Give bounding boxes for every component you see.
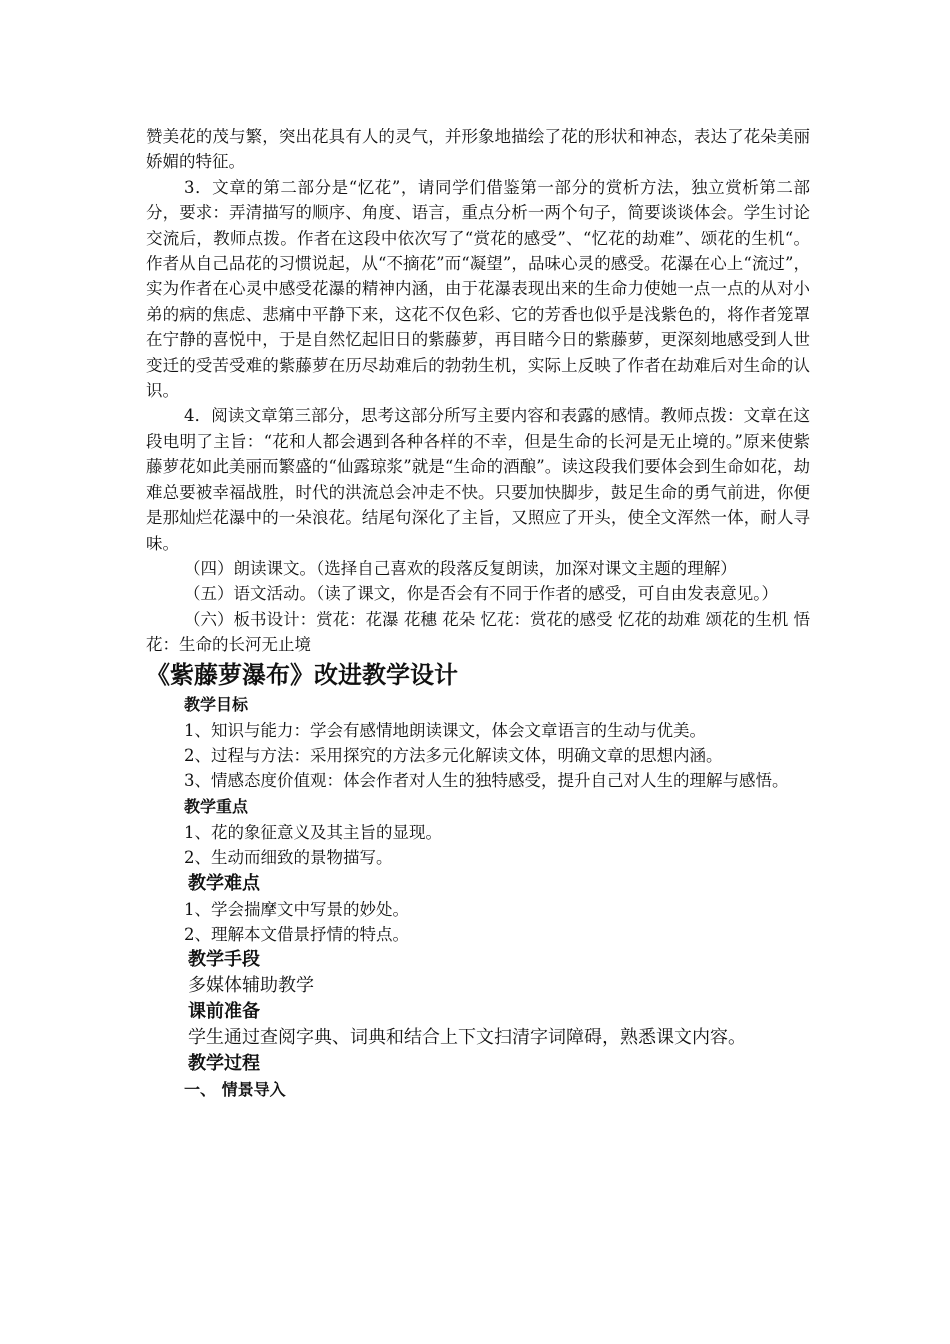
section-heading-prep: 课前准备 xyxy=(188,1001,260,1023)
paragraph: （四）朗读课文。（选择自己喜欢的段落反复朗读，加深对课文主题的理解） xyxy=(184,558,737,578)
paragraph: （五）语文活动。（读了课文，你是否会有不同于作者的感受，可自由发表意见。） xyxy=(184,584,778,604)
subsection-heading: 一、 情景导入 xyxy=(184,1080,286,1100)
paragraph: 4．阅读文章第三部分，思考这部分所写主要内容和表露的感情。教师点拨：文章在这段电明了主旨：“花和人都会遇到各种各样的不幸，但是生命的长河是无止境的。”原来使紫藤萝花如此美丽而繁盛的“仙露琼浆”就是“生命的酒酿”。读这段我们要体会到生命如花，劫难总要被幸福战胜，时代的洪流总会冲走不快。只要加快脚步，鼓足生命的勇气前进，你便是那灿烂花瀑中的一朵浪花。结尾句深化了主旨，又照应了开头，使全文浑然一体，耐人寻味。 xyxy=(146,406,810,553)
section-heading-difficulties: 教学难点 xyxy=(188,872,260,894)
document-page xyxy=(146,124,810,1103)
list-item: 2、理解本文借景抒情的特点。 xyxy=(184,924,409,944)
paragraph: （六）板书设计：赏花：花瀑 花穗 花朵 忆花：赏花的感受 忆花的劫难 颂花的生机 悟花：生命的长河无止境 xyxy=(146,609,810,655)
list-item: 2、生动而细致的景物描写。 xyxy=(184,848,393,868)
prep-text: 学生通过查阅字典、词典和结合上下文扫清字词障碍，熟悉课文内容。 xyxy=(188,1027,746,1049)
list-item: 3、情感态度价值观：体会作者对人生的独特感受，提升自己对人生的理解与感悟。 xyxy=(184,771,789,791)
paragraph: 3．文章的第二部分是“忆花”，请同学们借鉴第一部分的赏析方法，独立赏析第二部分，要求：弄清描写的顺序、角度、语言，重点分析一两个句子，简要谈谈体会。学生讨论交流后，教师点拨。作者在这段中依次写了“赏花的感受”、“忆花的劫难”、颂花的生机“。作者从自己品花的习惯说起，从“不摘花”而“凝望”，品味心灵的感受。花瀑在心上“流过”，实为作者在心灵中感受花瀑的精神内涵，由于花瀑表现出来的生命力使她一点一点的从对小弟的病的焦虑、悲痛中平静下来，这花不仅色彩、它的芳香也似乎是浅紫色的，将作者笼罩在宁静的喜悦中，于是自然忆起旧日的紫藤萝，再目睹今日的紫藤萝，更深刻地感受到人世变迁的受苦受难的紫藤萝在历尽劫难后的勃勃生机，实际上反映了作者在劫难后对生命的认识。 xyxy=(146,177,810,401)
section-heading-process: 教学过程 xyxy=(188,1053,260,1075)
list-item: 2、过程与方法：采用探究的方法多元化解读文体，明确文章的思想内涵。 xyxy=(184,745,723,765)
means-text: 多媒体辅助教学 xyxy=(188,975,314,997)
document-title: 《紫藤萝瀑布》改进教学设计 xyxy=(146,660,458,689)
list-item: 1、知识与能力：学会有感情地朗读课文，体会文章语言的生动与优美。 xyxy=(184,720,706,740)
section-heading-key-points: 教学重点 xyxy=(184,796,249,816)
section-heading-means: 教学手段 xyxy=(188,949,260,971)
paragraph: 赞美花的茂与繁，突出花具有人的灵气，并形象地描绘了花的形状和神态，表达了花朵美丽娇媚的特征。 xyxy=(146,127,810,172)
section-heading-goals: 教学目标 xyxy=(184,694,249,714)
list-item: 1、花的象征意义及其主旨的显现。 xyxy=(184,822,442,842)
list-item: 1、学会揣摩文中写景的妙处。 xyxy=(184,899,409,919)
